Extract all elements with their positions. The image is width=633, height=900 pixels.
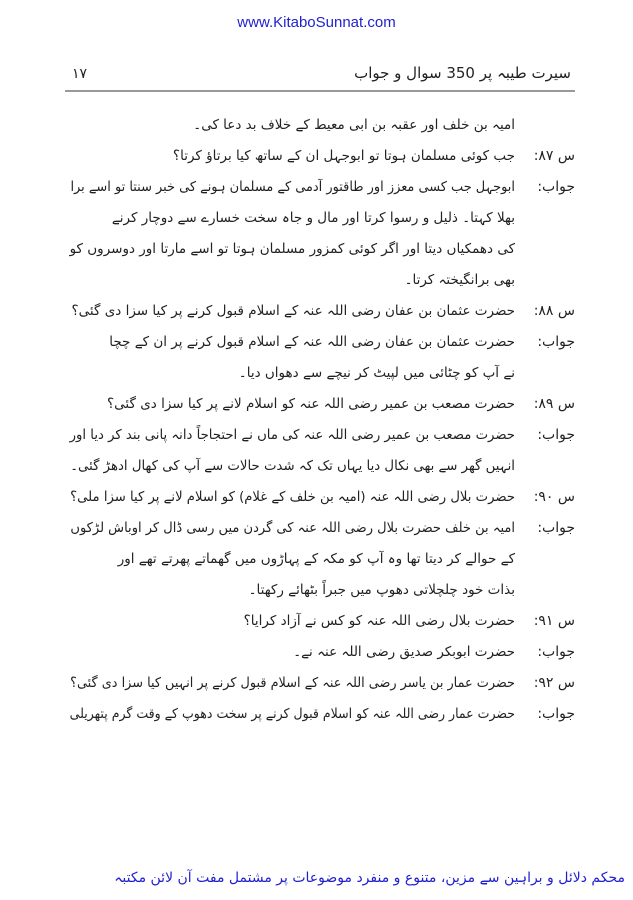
qa-entry bbox=[70, 606, 575, 637]
text-line: حضرت مصعب بن عمیر رضی اللہ عنہ کی ماں نے احتجاجاً دانہ پانی بند کر دیا اور bbox=[69, 427, 516, 443]
entry-label: جواب: bbox=[537, 179, 575, 195]
text-line: حضرت عثمان بن عفان رضی اللہ عنہ کے اسلام قبول کرنے پر ان کے چچا bbox=[109, 334, 515, 350]
qa-entry bbox=[70, 110, 575, 141]
qa-entry bbox=[70, 668, 575, 699]
qa-entry bbox=[70, 637, 575, 668]
qa-entry bbox=[70, 296, 575, 327]
entry-text bbox=[70, 172, 515, 296]
entry-label: جواب: bbox=[537, 334, 575, 350]
qa-entry bbox=[70, 141, 575, 172]
text-line: کی دھمکیاں دیتا اور اگر کوئی کمزور مسلمان ہوتا تو اسے مارتا اور دوسروں کو bbox=[69, 241, 515, 257]
entry-text bbox=[70, 296, 515, 327]
site-url[interactable]: www.KitaboSunnat.com bbox=[237, 14, 396, 31]
entry-text bbox=[70, 668, 515, 699]
text-line: ابوجہل جب کسی معزز اور طاقتور آدمی کے مسلمان ہونے کی خبر سنتا تو اسے برا bbox=[70, 179, 515, 195]
qa-entry bbox=[70, 420, 575, 482]
book-title: سیرت طیبہ پر 350 سوال و جواب bbox=[354, 64, 571, 82]
text-line: جب کوئی مسلمان ہوتا تو ابوجہل ان کے ساتھ کیا برتاؤ کرتا؟ bbox=[172, 148, 515, 164]
entry-label: س ۸۹: bbox=[533, 396, 575, 412]
entry-text bbox=[70, 327, 515, 389]
text-line: حضرت عمار بن یاسر رضی اللہ عنہ کے اسلام قبول کرنے پر انہیں کیا سزا دی گئی؟ bbox=[70, 675, 516, 691]
qa-entry bbox=[70, 172, 575, 296]
text-line: حضرت بلال رضی اللہ عنہ کو کس نے آزاد کرایا؟ bbox=[243, 613, 515, 629]
footer-tagline: محکم دلائل و براہین سے مزین، متنوع و منفرد موضوعات پر مشتمل مفت آن لائن مکتبہ bbox=[114, 870, 625, 886]
entry-label: جواب: bbox=[537, 706, 575, 722]
entry-label: جواب: bbox=[537, 520, 575, 536]
entry-text bbox=[70, 699, 515, 730]
entry-text bbox=[70, 420, 515, 482]
text-line: کے حوالے کر دیتا تھا وہ آپ کو مکہ کے پہاڑوں میں گھماتے پھرتے تھے اور bbox=[117, 551, 515, 567]
text-line: امیہ بن خلف اور عقبہ بن ابی معیط کے خلاف بد دعا کی۔ bbox=[193, 117, 515, 133]
text-line: حضرت مصعب بن عمیر رضی اللہ عنہ کو اسلام لانے پر کیا سزا دی گئی؟ bbox=[107, 396, 515, 412]
entry-text bbox=[70, 606, 515, 637]
header-divider bbox=[65, 90, 575, 92]
entry-label: س ۹۲: bbox=[533, 675, 575, 691]
entry-text bbox=[70, 141, 515, 172]
text-line: انہیں گھر سے بھی نکال دیا یہاں تک کہ شدت حالات سے آپ کی کھال ادھڑ گئی۔ bbox=[70, 458, 515, 474]
page-body bbox=[70, 110, 575, 730]
qa-entry bbox=[70, 482, 575, 513]
entry-text bbox=[70, 482, 515, 513]
qa-entry bbox=[70, 513, 575, 606]
entry-text bbox=[70, 637, 515, 668]
entry-text bbox=[70, 110, 515, 141]
entry-label bbox=[515, 110, 575, 141]
entry-label: س ۹۰: bbox=[533, 489, 575, 505]
entry-label: س ۸۸: bbox=[533, 303, 575, 319]
page-number: ۱۷ bbox=[72, 66, 88, 82]
text-line: حضرت بلال رضی اللہ عنہ (امیہ بن خلف کے غلام) کو اسلام لانے پر کیا سزا ملی؟ bbox=[70, 489, 516, 505]
text-line: حضرت ابوبکر صدیق رضی اللہ عنہ نے۔ bbox=[293, 644, 515, 660]
text-line: نے آپ کو چٹائی میں لپیٹ کر نیچے سے دھواں دیا۔ bbox=[238, 365, 515, 381]
text-line: امیہ بن خلف حضرت بلال رضی اللہ عنہ کی گردن میں رسی ڈال کر اوباش لڑکوں bbox=[70, 520, 515, 536]
text-line: حضرت عمار رضی اللہ عنہ کو اسلام قبول کرنے پر سخت دھوپ کے وقت گرم پتھریلی bbox=[69, 706, 516, 722]
entry-label: س ۹۱: bbox=[533, 613, 575, 629]
qa-entry bbox=[70, 327, 575, 389]
entry-label: س ۸۷: bbox=[533, 148, 575, 164]
entry-text bbox=[70, 513, 515, 606]
text-line: بھلا کہتا۔ ذلیل و رسوا کرتا اور مال و جاہ سخت خسارے سے دوچار کرنے bbox=[111, 210, 515, 226]
text-line: بھی برانگیختہ کرتا۔ bbox=[404, 272, 515, 288]
entry-label: جواب: bbox=[537, 644, 575, 660]
text-line: بذات خود چلچلاتی دھوپ میں جبراً بٹھائے رکھتا۔ bbox=[248, 582, 515, 598]
entry-label: جواب: bbox=[537, 427, 575, 443]
entry-text bbox=[70, 389, 515, 420]
qa-entry bbox=[70, 389, 575, 420]
qa-entry bbox=[70, 699, 575, 730]
text-line: حضرت عثمان بن عفان رضی اللہ عنہ کے اسلام قبول کرنے پر کیا سزا دی گئی؟ bbox=[71, 303, 515, 319]
